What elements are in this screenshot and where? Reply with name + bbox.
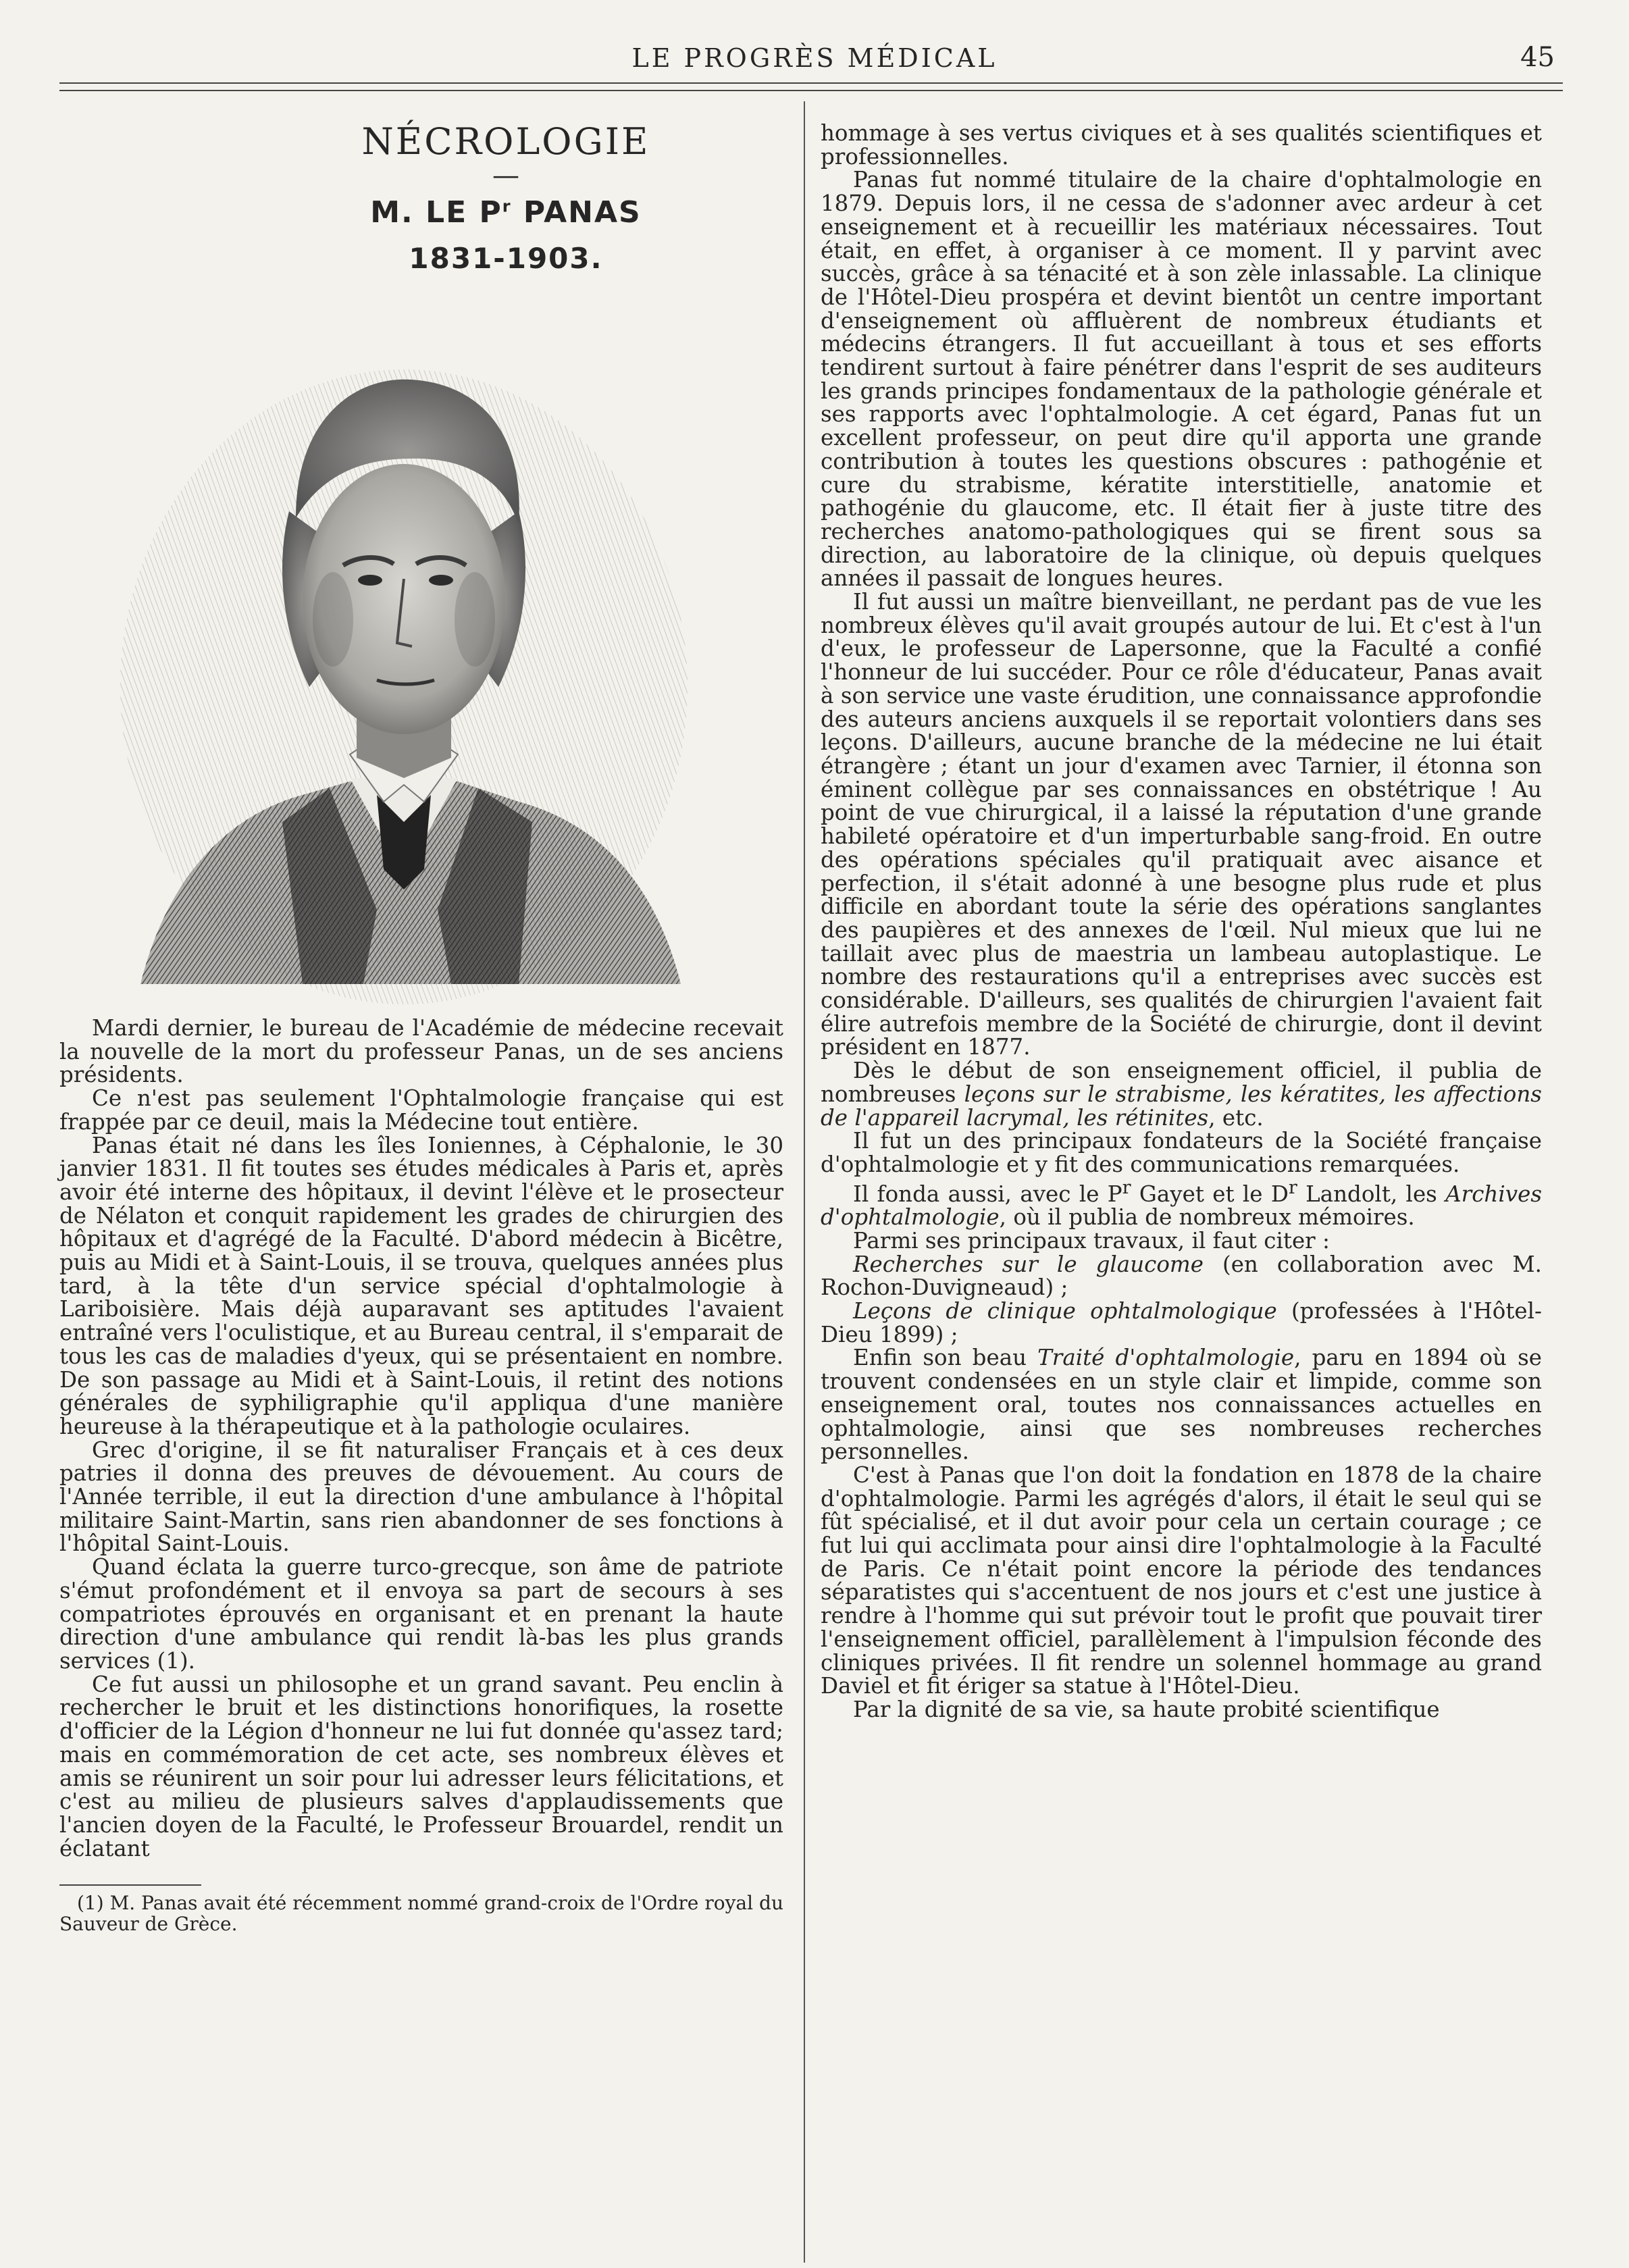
header-rule: [59, 82, 1563, 84]
header-rule-double: [59, 90, 1563, 91]
right-column: [821, 122, 1542, 1722]
title-dash: —: [492, 160, 519, 191]
text-run: (professées à l'Hôtel-Dieu 1899) ;: [821, 1297, 1542, 1347]
paragraph: Mardi dernier, le bureau de l'Académie de médecine recevait la nouvelle de la mort du professeur Panas, un de ses anciens présidents.: [59, 1015, 783, 1088]
journal-title: LE PROGRÈS MÉDICAL: [631, 43, 998, 73]
italic-run: Leçons de clinique ophtalmologique: [853, 1297, 1277, 1324]
text-run: Gayet et le D: [1131, 1181, 1289, 1207]
text-run: , paru en 1894 où se trouvent condensées en un style clair et limpide, comme son enseignement oral, toutes nos connaissances actuelles en ophtalmologie, ainsi que ses nombreuses recherches personnelles.: [821, 1345, 1542, 1465]
text-run: (en collaboration avec M. Rochon-Duvigneaud) ;: [821, 1251, 1542, 1301]
italic-run: Recherches sur le glaucome: [853, 1251, 1204, 1277]
paragraph: Grec d'origine, il se fit naturaliser Français et à ces deux patries il donna des preuves de dévouement. Au cours de l'Année terrible, il eut la direction d'une ambulance à l'hôpital militaire Saint-Martin, sans rien abandonner de ses fonctions à l'hôpital Saint-Louis.: [59, 1437, 783, 1557]
paragraph: Il fut un des principaux fondateurs de la Société française d'ophtalmologie et y fit des communications remarquées.: [821, 1128, 1542, 1177]
italic-run: Traité d'ophtalmologie: [1037, 1345, 1295, 1371]
running-head: [0, 39, 1629, 77]
paragraph: Par la dignité de sa vie, sa haute probité scientifique: [853, 1696, 1440, 1722]
text-run: Il fonda aussi, avec le P: [853, 1181, 1122, 1207]
page-number: 45: [1520, 42, 1555, 73]
paragraph: Panas était né dans les îles Ioniennes, à Céphalonie, le 30 janvier 1831. Il fit toutes ses études médicales à Paris et, après avoir été interne des hôpitaux, il devint l'élève et le prosecteur de Nélaton et conquit rapidement les grades de chirurgien des hôpitaux et d'agrégé de la Faculté. D'abord médecin à Bicêtre, puis au Midi et à Saint-Louis, il se trouva, quelques années plus tard, à la tête d'un service spécial d'ophtalmologie à Lariboisière. Mais déjà auparavant ses aptitudes l'avaient entraîné vers l'oculistique, et au Bureau central, il s'emparait de tous les cas de maladies d'yeux, qui se présentaient en nombre. De son passage au Midi et à Saint-Louis, il retint des notions générales de syphiligraphie qu'il appliqua d'une manière heureuse à la thérapeutique et à la pathologie oculaires.: [59, 1132, 783, 1439]
paragraph: [821, 1059, 1542, 1129]
name-sup: r: [502, 197, 512, 216]
obituary-name: [59, 195, 783, 230]
portrait-image: [59, 282, 783, 1011]
superscript: r: [1122, 1177, 1131, 1198]
paragraph: Ce fut aussi un philosophe et un grand savant. Peu enclin à rechercher le bruit et les distinctions honorifiques, la rosette d'officier de la Légion d'honneur ne lui fut donnée qu'assez tard; mais en commémoration de cet acte, ses nombreux élèves et amis se réunirent un soir pour lui adresser leurs félicitations, et c'est au milieu de plusieurs salves d'applaudissements que l'ancien doyen de la Faculté, le Professeur Brouardel, rendit un éclatant: [59, 1671, 783, 1861]
italic-run: leçons sur le strabisme, les kératites, les affections de l'appareil lacrymal, les rétinites: [821, 1081, 1542, 1131]
footnote-rule: [59, 1884, 201, 1886]
paragraph: [821, 1253, 1542, 1299]
paragraph: [821, 1177, 1542, 1229]
text-run: Landolt, les: [1297, 1181, 1446, 1207]
italic-run: Archives d'ophtalmologie: [821, 1181, 1542, 1231]
paragraph: Quand éclata la guerre turco-grecque, son âme de patriote s'émut profondément et il envoya sa part de secours à ses compatriotes éprouvés en organisant et en prenant la haute direction d'une ambulance qui rendit là-bas les plus grands services (1).: [59, 1554, 783, 1674]
paragraph: Parmi ses principaux travaux, il faut citer :: [853, 1227, 1330, 1254]
paragraph: [821, 1346, 1542, 1464]
name-main: PANAS: [511, 195, 642, 230]
footnote: (1) M. Panas avait été récemment nommé grand-croix de l'Ordre royal du Sauveur de Grèce.: [59, 1892, 783, 1936]
paragraph: Il fut aussi un maître bienveillant, ne perdant pas de vue les nombreux élèves qu'il avait groupés autour de lui. Et c'est à l'un d'eux, le professeur de Lapersonne, que la Faculté a confié l'honneur de lui succéder. Pour ce rôle d'éducateur, Panas avait à son service une vaste érudition, une connaissance approfondie des auteurs anciens auxquels il se reportait volontiers dans ses leçons. D'ailleurs, aucune branche de la médecine ne lui était étrangère ; étant un jour d'examen avec Tarnier, il étonna son éminent collègue par ses connaissances en obstétrique ! Au point de vue chirurgical, il a laissé la réputation d'une grande habileté opératoire et d'un imperturbable sang-froid. En outre des opérations spéciales qu'il pratiquait avec aisance et perfection, il s'était adonné à une besogne plus rude et plus difficile en abordant toute la série des opérations sanglantes des paupières et des annexes de l'œil. Nul mieux que lui ne taillait avec plus de maestria un lambeau autoplastique. Le nombre des restaurations qu'il a entreprises avec succès est considérable. D'ailleurs, ses qualités de chirurgien l'avaient fait élire autrefois membre de la Société de chirurgie, dont il devint président en 1877.: [821, 589, 1542, 1060]
left-column: [59, 101, 783, 1934]
section-title: NÉCROLOGIE: [361, 120, 650, 163]
paragraph: Ce n'est pas seulement l'Ophtalmologie française qui est frappée par ce deuil, mais la Médecine tout entière.: [59, 1085, 783, 1135]
name-prefix: M. LE P: [370, 195, 502, 230]
superscript: r: [1288, 1177, 1297, 1198]
paragraph: C'est à Panas que l'on doit la fondation en 1878 de la chaire d'ophtalmologie. Parmi les agrégés d'alors, il était le seul qui se fût spécialisé, et il dut avoir pour cela un certain courage ; ce fut lui qui acclimata pour ainsi dire l'ophtalmologie à la Faculté de Paris. Ce n'était point encore la période des tendances séparatistes qui s'accentuent de nos jours et c'est une justice à rendre à l'homme qui sut prévoir tout le profit que pouvait tirer l'enseignement officiel, parallèlement à l'impulsion féconde des cliniques privées. Il fit rendre un solennel hommage au grand Daviel et fit ériger sa statue à l'Hôtel-Dieu.: [821, 1462, 1542, 1699]
text-run: Dès le début de son enseignement officiel, il publia de nombreuses: [821, 1058, 1542, 1107]
paragraph: [821, 1299, 1542, 1346]
paragraph: Panas fut nommé titulaire de la chaire d'ophtalmologie en 1879. Depuis lors, il ne cessa de s'adonner avec ardeur à cet enseignement et à recueillir les matériaux nécessaires. Tout était, en effet, à organiser à ce moment. Il y parvint avec succès, grâce à sa ténacité et à son zèle inlassable. La clinique de l'Hôtel-Dieu prospéra et devint bientôt un centre important d'enseignement où affluèrent de nombreux étudiants et médecins étrangers. Il fut accueillant à tous et ses efforts tendirent surtout à faire pénétrer dans l'esprit de ses auditeurs les grands principes fondamentaux de la pathologie générale et ses rapports avec l'ophtalmologie. A cet égard, Panas fut un excellent professeur, on peut dire qu'il apporta une grande contribution à toutes les questions obscures : pathogénie et cure du strabisme, kératite interstitielle, anatomie et pathogénie du glaucome, etc. Il était fier à juste titre des recherches anatomo-pathologiques qui se firent sous sa direction, au laboratoire de la clinique, où depuis quelques années il passait de longues heures.: [821, 167, 1542, 592]
text-run: Enfin son beau: [853, 1345, 1038, 1371]
portrait-engraving: [59, 282, 783, 1011]
text-run: , où il publia de nombreux mémoires.: [999, 1204, 1415, 1231]
life-years: 1831-1903.: [409, 242, 603, 275]
text-run: , etc.: [1208, 1104, 1264, 1131]
paragraph: hommage à ses vertus civiques et à ses qualités scientifiques et professionnelles.: [821, 120, 1542, 170]
column-divider: [804, 101, 805, 2263]
